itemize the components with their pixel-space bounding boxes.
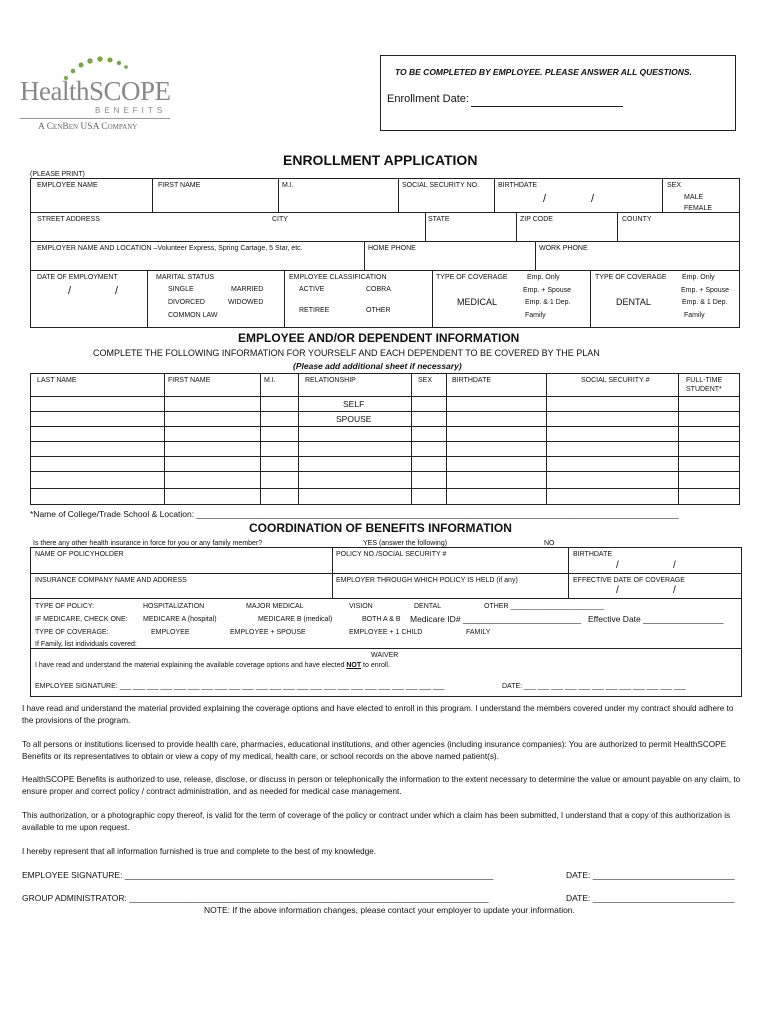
dental-family[interactable]: Family xyxy=(684,312,705,319)
retiree-option[interactable]: RETIREE xyxy=(299,307,330,314)
paragraph-enroll: I have read and understand the material provided explaining the coverage options and have elected to enroll in this program. I understand the members covered under my contract should adhere to the provisions of the program. xyxy=(22,704,734,725)
birthdate-label: BIRTHDATE xyxy=(498,182,538,189)
footer-group-admin[interactable]: GROUP ADMINISTRATOR: ____________________________________________________________________________ xyxy=(22,893,489,903)
medicare-id-field[interactable]: Medicare ID# _________________________ xyxy=(410,614,582,624)
type-of-coverage-label: TYPE OF COVERAGE: xyxy=(35,629,109,636)
waiver-not: NOT xyxy=(346,662,362,669)
waiver-signature-field[interactable]: EMPLOYEE SIGNATURE: ___ ___ ___ ___ ___ ___ ___ ___ ___ ___ ___ ___ ___ ___ ___ ___ ___ ___ ___ ___ ___ ___ ___ ___ xyxy=(35,683,445,690)
paragraph-disclosure: HealthSCOPE Benefits is authorized to use, release, disclose, or discuss in person or telephonically the information to the extent necessary to determine the value or amount payable on any claim, to ensure proper and correct policy / contract administration, and as needed for medical case management. xyxy=(22,775,741,796)
logo-sub: BENEFITS xyxy=(95,106,167,115)
row-self: SELF xyxy=(343,399,365,409)
city-label: CITY xyxy=(272,216,288,223)
if-medicare-label: IF MEDICARE, CHECK ONE: xyxy=(35,616,128,623)
waiver-text-b: to enroll. xyxy=(361,662,390,669)
female-option[interactable]: FEMALE xyxy=(684,205,713,212)
zip-label: ZIP CODE xyxy=(520,216,553,223)
birthdate-slash-2: / xyxy=(591,193,595,205)
effective-slash-1: / xyxy=(616,585,619,596)
medicare-effective-field[interactable]: Effective Date _________________ xyxy=(588,614,724,624)
waiver-text-a: I have read and understand the material explaining the available coverage options and have elected xyxy=(35,662,347,669)
waiver-text xyxy=(35,661,390,671)
col-ssn: SOCIAL SECURITY # xyxy=(581,377,650,384)
cob-heading: COORDINATION OF BENEFITS INFORMATION xyxy=(249,521,512,535)
both-option[interactable]: BOTH A & B xyxy=(362,616,401,623)
cob-birthdate-slash-1: / xyxy=(616,560,619,571)
dependents-table xyxy=(30,373,740,505)
footer-date-1[interactable]: DATE: ______________________________ xyxy=(566,870,735,880)
cobra-option[interactable]: COBRA xyxy=(366,286,391,293)
major-medical-option[interactable]: MAJOR MEDICAL xyxy=(246,603,304,610)
col-mi: M.I. xyxy=(264,377,276,384)
type-of-policy-label: TYPE OF POLICY: xyxy=(35,603,95,610)
cob-birthdate-label: BIRTHDATE xyxy=(573,551,613,558)
widowed-option[interactable]: WIDOWED xyxy=(228,299,264,306)
enrollment-date-label: Enrollment Date: xyxy=(387,93,469,105)
common-law-option[interactable]: COMMON LAW xyxy=(168,312,218,319)
col-first-name: FIRST NAME xyxy=(168,377,211,384)
coverage-emp-spouse-option[interactable]: EMPLOYEE + SPOUSE xyxy=(230,629,306,636)
medical-emp-1dep[interactable]: Emp. & 1 Dep. xyxy=(525,299,571,306)
employment-slash-2: / xyxy=(115,285,119,297)
page-title: ENROLLMENT APPLICATION xyxy=(283,152,478,168)
employee-name-label: EMPLOYEE NAME xyxy=(37,182,98,189)
paragraph-represent: I hereby represent that all information furnished is true and complete to the best of my knowledge. xyxy=(22,847,377,856)
footer-date-2[interactable]: DATE: ______________________________ xyxy=(566,893,735,903)
paragraph-validity: This authorization, or a photographic copy thereof, is valid for the term of coverage of the policy or contract under which a claim has been submitted, I understand that a copy of this authorization is available to me upon request. xyxy=(22,811,731,832)
county-label: COUNTY xyxy=(622,216,652,223)
policyholder-label: NAME OF POLICYHOLDER xyxy=(35,551,124,558)
employer-through-label: EMPLOYER THROUGH WHICH POLICY IS HELD (if any) xyxy=(336,577,518,584)
single-option[interactable]: SINGLE xyxy=(168,286,194,293)
paragraph-authorization: To all persons or institutions licensed to provide health care, pharmacies, educational institutions, and other agencies (including insurance companies): You are authorized to permit HealthSCOPE Benefits or its representatives to obtain or view a copy of my medical, health care, or school records on the above named patient(s). xyxy=(22,740,727,761)
cob-birthdate-slash-2: / xyxy=(673,560,676,571)
college-line: *Name of College/Trade School & Location: ______________________________________________________________________________________________________ xyxy=(30,509,679,519)
medical-emp-only[interactable]: Emp. Only xyxy=(527,274,560,281)
dental-label: DENTAL xyxy=(616,297,651,307)
col-last-name: LAST NAME xyxy=(37,377,77,384)
waiver-date-field[interactable]: DATE: ___ ___ ___ ___ ___ ___ ___ ___ ___ ___ ___ ___ xyxy=(502,683,686,690)
effective-date-label: EFFECTIVE DATE OF COVERAGE xyxy=(573,577,685,584)
medicare-b-option[interactable]: MEDICARE B (medical) xyxy=(258,616,333,623)
cob-question: Is there any other health insurance in force for you or any family member? xyxy=(33,540,263,547)
medical-family[interactable]: Family xyxy=(525,312,546,319)
home-phone-label: HOME PHONE xyxy=(368,245,416,252)
dental-emp-1dep[interactable]: Emp. & 1 Dep. xyxy=(682,299,728,306)
emp-class-label: EMPLOYEE CLASSIFICATION xyxy=(289,274,387,281)
state-label: STATE xyxy=(428,216,450,223)
logo xyxy=(20,52,180,134)
birthdate-slash-1: / xyxy=(543,193,547,205)
row-spouse: SPOUSE xyxy=(336,414,372,424)
policy-no-label: POLICY NO./SOCIAL SECURITY # xyxy=(336,551,447,558)
cob-no[interactable]: NO xyxy=(544,540,555,547)
married-option[interactable]: MARRIED xyxy=(231,286,264,293)
instructions-text: TO BE COMPLETED BY EMPLOYEE. PLEASE ANSWER ALL QUESTIONS. xyxy=(395,67,692,77)
other-class-option[interactable]: OTHER xyxy=(366,307,391,314)
enrollment-date-field[interactable] xyxy=(471,106,623,107)
ssn-label: SOCIAL SECURITY NO. xyxy=(402,182,480,189)
dependents-subheading: COMPLETE THE FOLLOWING INFORMATION FOR YOURSELF AND EACH DEPENDENT TO BE COVERED BY THE PLAN xyxy=(93,348,600,358)
please-print: (PLEASE PRINT) xyxy=(30,171,85,178)
marital-status-label: MARITAL STATUS xyxy=(156,274,215,281)
vision-option[interactable]: VISION xyxy=(349,603,373,610)
footer-employee-signature[interactable]: EMPLOYEE SIGNATURE: ______________________________________________________________________________ xyxy=(22,870,494,880)
divorced-option[interactable]: DIVORCED xyxy=(168,299,205,306)
cob-yes[interactable]: YES (answer the following) xyxy=(363,540,448,547)
waiver-title: WAIVER xyxy=(371,652,399,659)
logo-main: HealthSCOPE xyxy=(20,76,171,106)
date-employment-label: DATE OF EMPLOYMENT xyxy=(37,274,118,281)
dental-coverage-label: TYPE OF COVERAGE xyxy=(595,274,667,281)
sex-label: SEX xyxy=(667,182,682,189)
col-relationship: RELATIONSHIP xyxy=(305,377,356,384)
coverage-emp-child-option[interactable]: EMPLOYEE + 1 CHILD xyxy=(349,629,423,636)
dental-emp-only[interactable]: Emp. Only xyxy=(682,274,715,281)
coverage-family-option[interactable]: FAMILY xyxy=(466,629,491,636)
logo-company: A CenBen USA Company xyxy=(38,122,138,132)
employment-slash-1: / xyxy=(68,285,72,297)
hospitalization-option[interactable]: HOSPITALIZATION xyxy=(143,603,205,610)
dependents-heading: EMPLOYEE AND/OR DEPENDENT INFORMATION xyxy=(238,331,520,345)
active-option[interactable]: ACTIVE xyxy=(299,286,325,293)
employer-label: EMPLOYER NAME AND LOCATION –Volunteer Express, Spring Cartage, 5 Star, etc. xyxy=(37,245,303,252)
dependents-note: (Please add additional sheet if necessary) xyxy=(293,361,462,371)
mi-label: M.I. xyxy=(282,182,294,189)
if-family-label: If Family, list individuals covered: xyxy=(35,641,137,648)
insurance-co-label: INSURANCE COMPANY NAME AND ADDRESS xyxy=(35,577,187,584)
work-phone-label: WORK PHONE xyxy=(539,245,588,252)
footer-note: NOTE: If the above information changes, please contact your employer to update your information. xyxy=(204,905,575,915)
other-policy-option[interactable]: OTHER ________________________ xyxy=(484,603,604,610)
coverage-employee-option[interactable]: EMPLOYEE xyxy=(151,629,190,636)
col-birthdate: BIRTHDATE xyxy=(452,377,492,384)
medical-emp-spouse[interactable]: Emp. + Spouse xyxy=(523,287,572,294)
col-full-time-student: FULL-TIME STUDENT* xyxy=(686,377,723,393)
medical-label: MEDICAL xyxy=(457,297,498,307)
medical-coverage-label: TYPE OF COVERAGE xyxy=(436,274,508,281)
instructions-box xyxy=(380,55,736,131)
street-label: STREET ADDRESS xyxy=(37,216,100,223)
medicare-a-option[interactable]: MEDICARE A (hospital) xyxy=(143,616,217,623)
effective-slash-2: / xyxy=(673,585,676,596)
first-name-label: FIRST NAME xyxy=(158,182,201,189)
dental-policy-option[interactable]: DENTAL xyxy=(414,603,442,610)
col-sex: SEX xyxy=(418,377,433,384)
dental-emp-spouse[interactable]: Emp. + Spouse xyxy=(681,287,730,294)
male-option[interactable]: MALE xyxy=(684,194,704,201)
